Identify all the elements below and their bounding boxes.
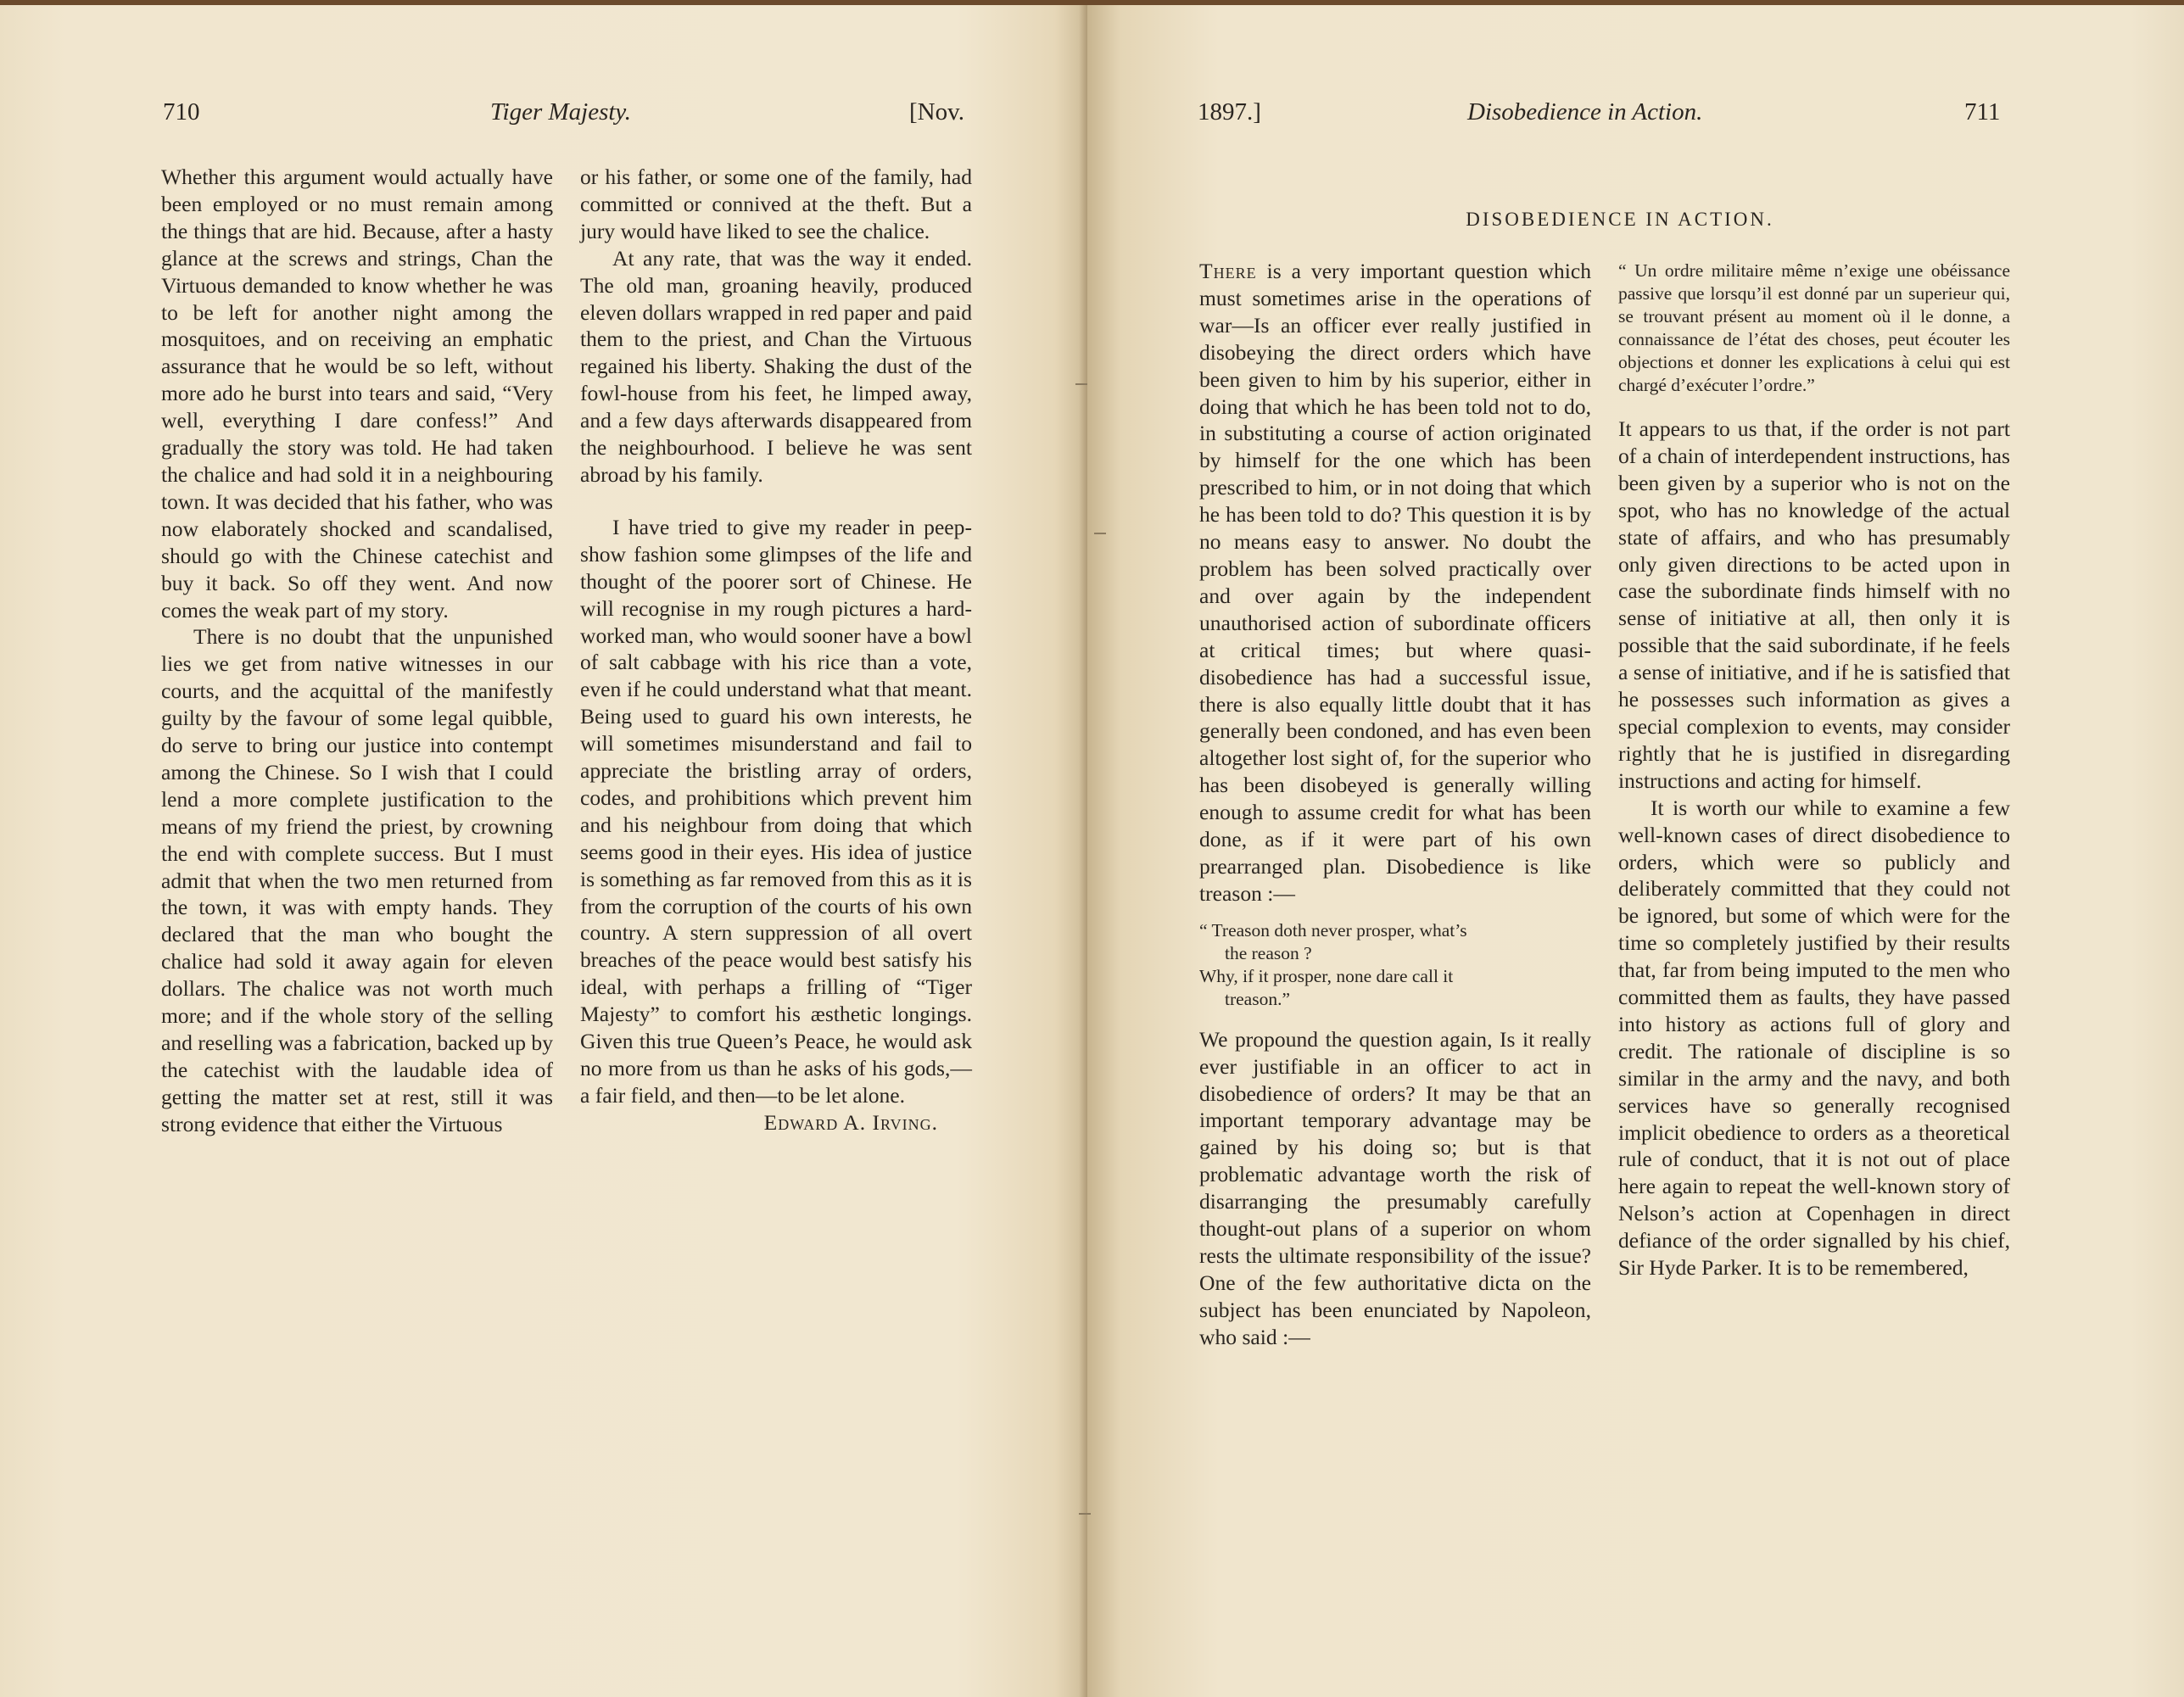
left-page-number: 710: [163, 98, 200, 126]
right-running-year: 1897.]: [1198, 98, 1261, 126]
french-quote: [1618, 260, 2010, 397]
left-page: [0, 5, 1087, 1697]
paragraph: or his father, or some one of the family, had committed or connived at the theft. But a jury would have liked to see the chalice.: [580, 165, 972, 243]
quote-line: treason.”: [1225, 988, 1291, 1009]
quote-line: the reason ?: [1225, 942, 1312, 963]
quote-text: “ Un ordre militaire même n’exige une obéissance passive que lorsqu’il est donné par un superieur qui, se trouvant présent au moment où il le donne, a connaissance de l’état des choses, peut écouter les objections et donner les explications à celui qui est chargé d’exécuter l’ordre.”: [1618, 260, 2010, 395]
author-signature: Edward A. Irving.: [763, 1109, 938, 1135]
paragraph: There is no doubt that the unpunished lies we get from native witnesses in our courts, and the acquittal of the manifestly guilty by the favour of some legal quibble, do serve to bring our justice into contempt among the Chinese. So I wish that I could lend a more complete justification to the means of my friend the priest, by crowning the end with complete success. But I must admit that when the two men returned from the town, it was with empty hands. They declared that the man who bought the chalice had sold it away again for eleven dollars. The chalice was not worth much more; and if the whole story of the selling and reselling was a fabrication, backed up by the catechist with the laudable idea of getting the matter set at rest, still it was strong evidence that either the Virtuous: [161, 624, 553, 1136]
paragraph: is a very important question which must sometimes arise in the operations of war—Is an officer ever really justified in disobeying the direct orders which have been given to him by his superior, either in doing that which he has been told not to do, in substituting a course of action originated by himself for the one which has been prescribed to him, or in not doing that which he has been told to do? This question it is by no means easy to answer. No doubt the problem has been solved practically over and over again by the independent unauthorised action of subordinate officers at critical times; but where quasi-disobedience has had a successful issue, there is also equally little doubt that it has generally been condoned, and has even been altogether lost sight of, for the superior who has been disobeyed is generally willing enough to assume credit for what has been done, as if it were part of his own prearranged plan. Disobedience is like treason :—: [1199, 259, 1591, 906]
paragraph: We propound the question again, Is it really ever justifiable in an officer to act in disobedience of orders? It may be that an important temporary advantage may be gained by his doing so; but is that problematic advantage worth the risk of disarranging the presumably carefully thought-out plans of a superior on whom rests the ultimate responsibility of the issue? One of the few authoritative dicta on the subject has been enunciated by Napoleon, who said :—: [1199, 1026, 1591, 1349]
left-column-2: [580, 164, 972, 1136]
left-running-month: [Nov.: [909, 98, 964, 126]
book-spread: [0, 5, 2184, 1697]
right-page-number: 711: [1964, 98, 2001, 126]
right-column-1: [1199, 258, 1591, 1351]
section-title: DISOBEDIENCE IN ACTION.: [1466, 209, 1774, 230]
left-running-title: Tiger Majesty.: [490, 98, 631, 126]
verse-quote: [1199, 919, 1591, 1011]
paragraph: It is worth our while to examine a few well-known cases of direct disobedience to orders, which were so publicly and deliberately committed that they could not be ignored, but some of which were for the time so completely justified by their results that, far from being imputed to the men who committed them as faults, they have passed into history as actions full of glory and credit. The rationale of discipline is so similar in the army and the navy, and both services have so generally recognised implicit obedience to orders as a theoretical rule of conduct, that it is not out of place here again to repeat the well-known story of Nelson’s action at Copenhagen in direct defiance of the order signalled by his chief, Sir Hyde Parker. It is to be remembered,: [1618, 795, 2010, 1281]
paragraph: It appears to us that, if the order is not part of a chain of interdependent instructions, has been given by a superior who is not on the spot, who has no knowledge of the actual state of affairs, and who has presumably only given directions to be acted upon in case the subordinate finds himself with no sense of initiative at all, then only it is possible that the said subordinate, if he feels a sense of initiative, and if he is satisfied that he possesses such information as gives a special complexion to events, may consider rightly that he is justified in disregarding instructions and acting for himself.: [1618, 416, 2010, 793]
drop-word: There: [1199, 259, 1257, 283]
margin-mark: [1075, 383, 1087, 385]
margin-mark: [1094, 533, 1106, 534]
paragraph: Whether this argument would actually have been employed or no must remain among the things that are hid. Because, after a hasty glance at the screws and strings, Chan the Virtuous demanded to know whether he was to be left for another night among the mosquitoes, and on receiving an emphatic assurance that he would be so left, without more ado he burst into tears and said, “Very well, everything I dare confess!” And gradually the story was told. He had taken the chalice and had sold it in a neighbouring town. It was decided that his father, who was now elaborately shocked and scandalised, should go with the Chinese catechist and buy it back. So off they went. And now comes the weak part of my story.: [161, 165, 553, 622]
margin-mark: [1079, 1513, 1091, 1515]
right-running-title: Disobedience in Action.: [1467, 98, 1703, 126]
quote-line: Why, if it prosper, none dare call it: [1199, 965, 1454, 986]
paragraph: I have tried to give my reader in peep-show fashion some glimpses of the life and thought of the poorer sort of Chinese. He will recognise in my rough pictures a hard-worked man, who would sooner have a bowl of salt cabbage with his rice than a vote, even if he could understand what that meant. Being used to guard his own interests, he will sometimes misunderstand and fail to appreciate the bristling array of orders, codes, and prohibitions which prevent him and his neighbour from doing that which seems good in their eyes. His idea of justice is something as far removed from this as it is from the corruption of the courts of his own country. A stern suppression of all overt breaches of the peace would best satisfy his ideal, with perhaps a frilling of “Tiger Majesty” to comfort his æsthetic longings. Given this true Queen’s Peace, he would ask no more from us than he asks of his gods,—a fair field, and then—to be let alone.: [580, 514, 972, 1108]
paragraph: At any rate, that was the way it ended. The old man, groaning heavily, produced eleven dollars wrapped in red paper and paid them to the priest, and Chan the Virtuous regained his liberty. Shaking the dust of the fowl-house from his feet, he limped away, and a few days afterwards disappeared from the neighbourhood. I believe he was sent abroad by his family.: [580, 245, 972, 487]
right-column-2: [1618, 258, 2010, 1281]
quote-line: “ Treason doth never prosper, what’s: [1199, 919, 1467, 941]
left-column-1: [161, 164, 553, 1138]
